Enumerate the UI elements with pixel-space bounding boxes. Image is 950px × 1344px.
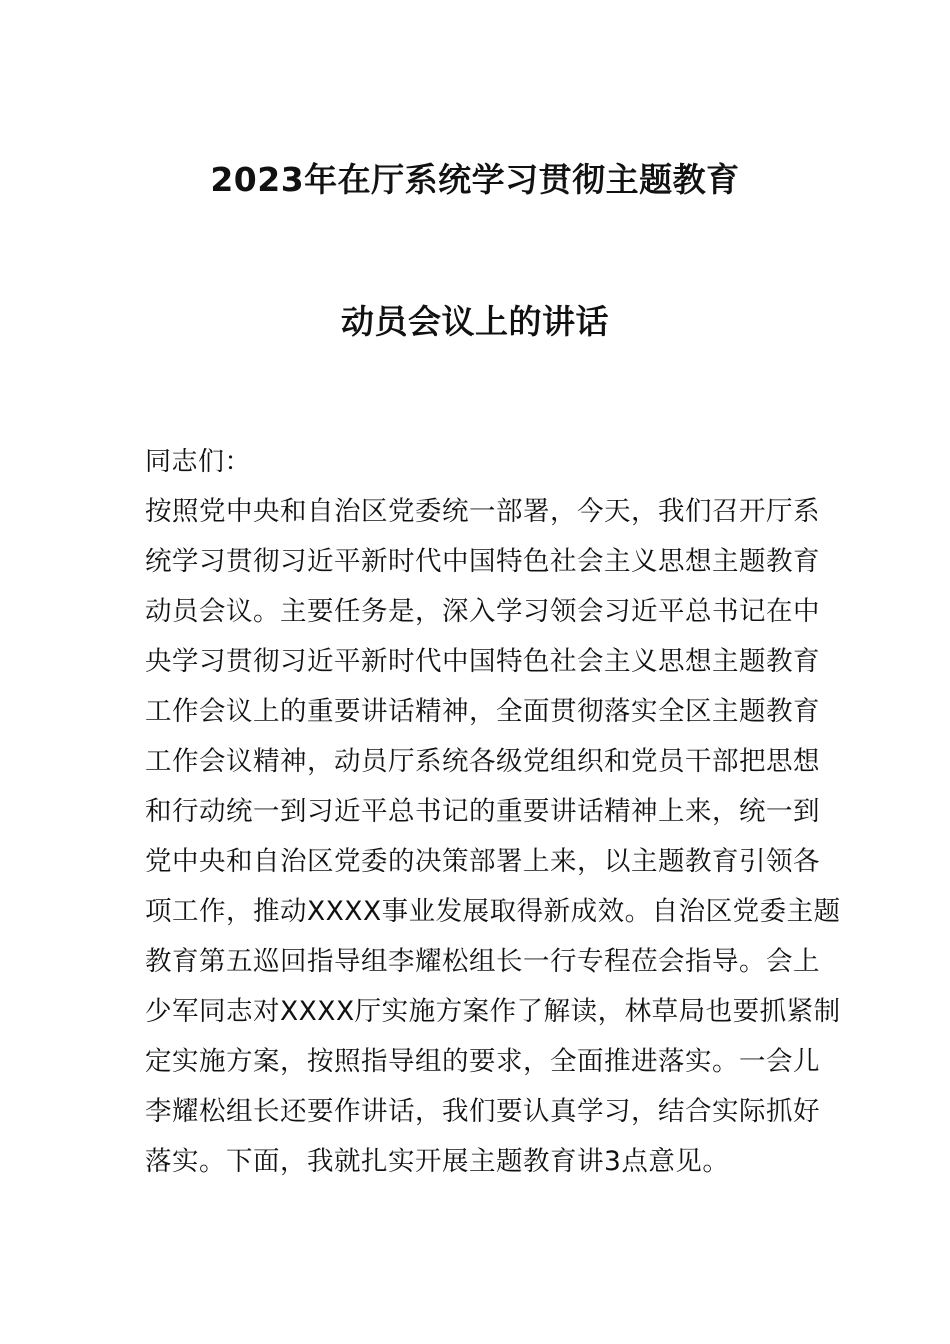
body-line: 党中央和自治区党委的决策部署上来，以主题教育引领各 <box>145 846 820 877</box>
body-paragraph <box>145 492 841 1192</box>
body-line: 落实。下面，我就扎实开展主题教育讲3点意见。 <box>145 1146 730 1177</box>
body-line: 动员会议。主要任务是，深入学习领会习近平总书记在中 <box>145 596 820 627</box>
body-line: 统学习贯彻习近平新时代中国特色社会主义思想主题教育 <box>145 546 820 577</box>
body-line: 按照党中央和自治区党委统一部署，今天，我们召开厅系 <box>145 496 820 527</box>
document-title-line-1: 2023年在厅系统学习贯彻主题教育 <box>210 160 740 199</box>
salutation: 同志们： <box>145 447 252 477</box>
body-line: 李耀松组长还要作讲话，我们要认真学习，结合实际抓好 <box>145 1096 820 1127</box>
body-line: 工作会议精神，动员厅系统各级党组织和党员干部把思想 <box>145 746 820 777</box>
body-line: 工作会议上的重要讲话精神，全面贯彻落实全区主题教育 <box>145 696 820 727</box>
document-title-line-2: 动员会议上的讲话 <box>341 302 609 341</box>
body-line: 定实施方案，按照指导组的要求，全面推进落实。一会儿 <box>145 1046 820 1077</box>
body-line: 项工作，推动XXXX事业发展取得新成效。自治区党委主题 <box>145 896 841 927</box>
body-line: 央学习贯彻习近平新时代中国特色社会主义思想主题教育 <box>145 646 820 677</box>
body-line: 和行动统一到习近平总书记的重要讲话精神上来，统一到 <box>145 796 820 827</box>
body-line: 教育第五巡回指导组李耀松组长一行专程莅会指导。会上 <box>145 946 820 977</box>
body-line: 少军同志对XXXX厅实施方案作了解读，林草局也要抓紧制 <box>145 996 841 1027</box>
